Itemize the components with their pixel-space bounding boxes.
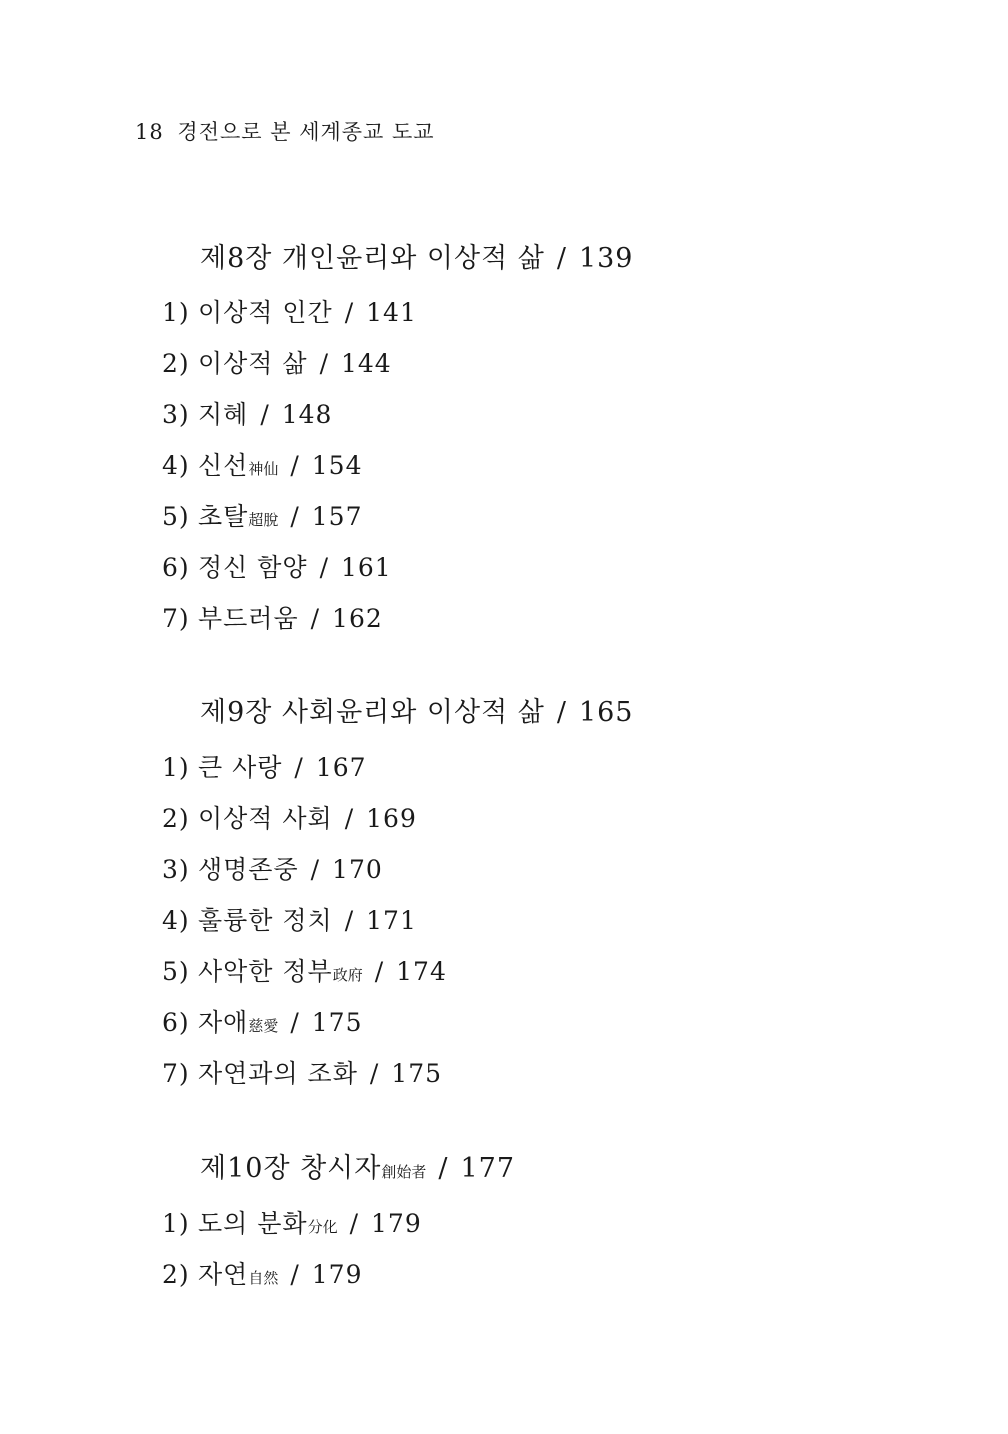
toc-item-title: 사악한 정부	[198, 957, 333, 986]
toc-item-title: 생명존중	[198, 855, 299, 884]
chapter-title: 제9장 사회윤리와 이상적 삶	[200, 697, 545, 728]
toc-item-title: 도의 분화	[198, 1209, 308, 1238]
toc-item-title: 이상적 인간	[198, 298, 333, 327]
toc-item-page: 161	[341, 553, 392, 582]
toc-item-page: 167	[315, 753, 367, 782]
toc-item-title: 초탈	[198, 502, 249, 531]
toc-item: 1) 이상적 인간 / 141	[162, 298, 417, 327]
toc-item-page: 175	[391, 1059, 443, 1088]
toc-item-page: 174	[396, 957, 447, 986]
toc-item: 4) 신선神仙 / 154	[162, 451, 363, 480]
chapter-heading-9: 제9장 사회윤리와 이상적 삶 / 165	[200, 697, 634, 728]
page-number: 18	[135, 120, 164, 144]
toc-item-page: 162	[332, 604, 383, 633]
toc-item: 3) 생명존중 / 170	[162, 855, 383, 884]
toc-item-title: 자연과의 조화	[198, 1059, 358, 1088]
toc-item-title: 훌륭한 정치	[198, 906, 333, 935]
toc-item-title: 자연	[198, 1260, 249, 1289]
toc-item-title: 이상적 사회	[198, 804, 333, 833]
chapter-heading-8: 제8장 개인윤리와 이상적 삶 / 139	[200, 243, 634, 274]
toc-item-title: 부드러움	[198, 604, 299, 633]
toc-item: 4) 훌륭한 정치 / 171	[162, 906, 417, 935]
toc-item-page: 141	[366, 298, 417, 327]
toc-item: 6) 정신 함양 / 161	[162, 553, 392, 582]
toc-item: 2) 이상적 삶 / 144	[162, 349, 392, 378]
chapter-page: 177	[460, 1153, 516, 1184]
toc-item: 2) 자연自然 / 179	[162, 1260, 363, 1289]
running-header	[135, 116, 435, 146]
toc-item: 7) 자연과의 조화 / 175	[162, 1059, 443, 1088]
toc-item: 7) 부드러움 / 162	[162, 604, 383, 633]
chapter-page: 139	[578, 243, 634, 274]
toc-item-page: 144	[341, 349, 392, 378]
toc-item: 2) 이상적 사회 / 169	[162, 804, 417, 833]
toc-item-page: 179	[371, 1209, 422, 1238]
toc-item-title: 큰 사랑	[198, 753, 283, 782]
chapter-heading-10: 제10장 창시자創始者 / 177	[200, 1153, 516, 1184]
chapter-hanja: 創始者	[381, 1163, 427, 1181]
toc-item-title: 신선	[198, 451, 249, 480]
book-title: 경전으로 본 세계종교 도교	[177, 120, 435, 144]
toc-item: 5) 초탈超脫 / 157	[162, 502, 363, 531]
chapter-page: 165	[578, 697, 634, 728]
toc-item-page: 171	[366, 906, 417, 935]
toc-item-title: 정신 함양	[198, 553, 308, 582]
toc-item: 1) 도의 분화分化 / 179	[162, 1209, 422, 1238]
toc-item: 3) 지혜 / 148	[162, 400, 333, 429]
toc-item-page: 154	[311, 451, 363, 480]
toc-item-title: 이상적 삶	[198, 349, 308, 378]
chapter-title: 제8장 개인윤리와 이상적 삶	[200, 243, 545, 274]
toc-item-page: 148	[281, 400, 333, 429]
toc-item-title: 자애	[198, 1008, 249, 1037]
toc-item-page: 157	[311, 502, 363, 531]
toc-item: 5) 사악한 정부政府 / 174	[162, 957, 447, 986]
toc-item-page: 179	[311, 1260, 363, 1289]
chapter-title: 제10장 창시자	[200, 1153, 382, 1184]
toc-item-page: 170	[332, 855, 383, 884]
toc-item: 6) 자애慈愛 / 175	[162, 1008, 363, 1037]
toc-item-page: 169	[366, 804, 417, 833]
toc-item-title: 지혜	[198, 400, 249, 429]
toc-item: 1) 큰 사랑 / 167	[162, 753, 367, 782]
toc-item-page: 175	[311, 1008, 363, 1037]
